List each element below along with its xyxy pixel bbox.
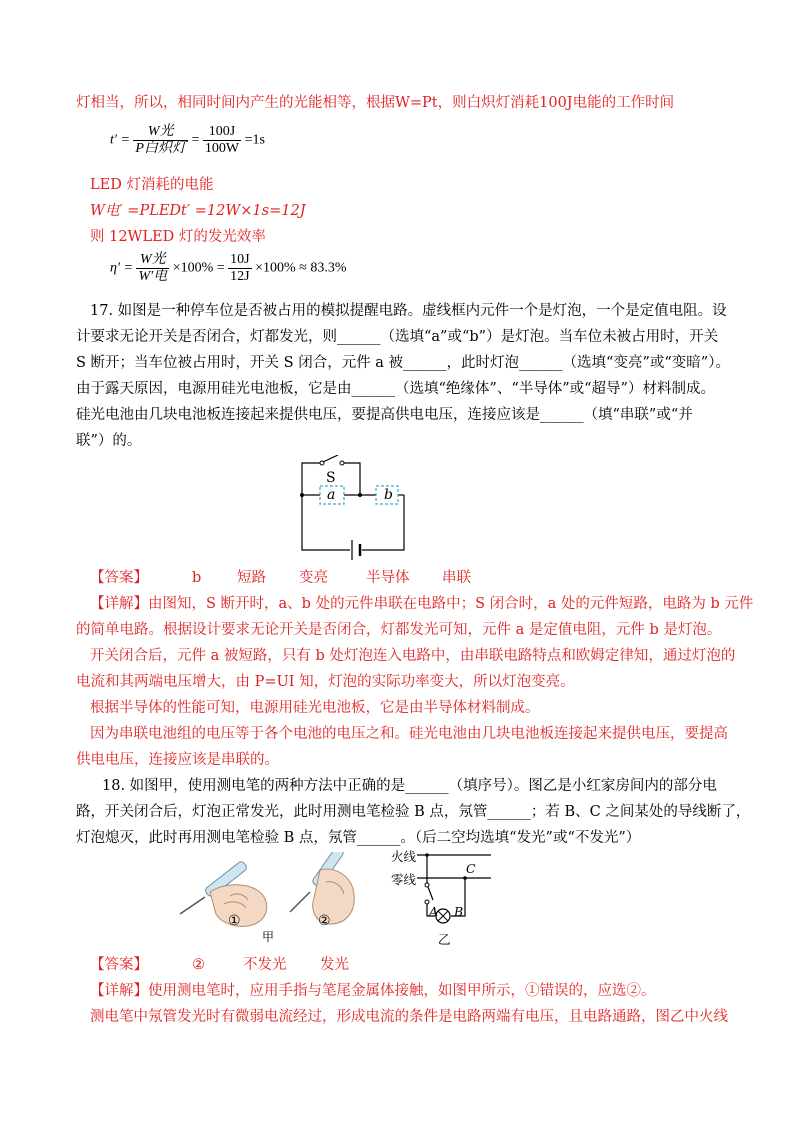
point-a-label: A: [429, 904, 439, 919]
fraction-denominator: W′电: [138, 269, 168, 284]
neutral-wire-label: 零线: [391, 872, 417, 887]
answer-label: 【答案】: [90, 957, 148, 973]
fraction: [136, 252, 169, 285]
parking-circuit-diagram: [290, 455, 420, 565]
answer-item: 不发光: [243, 957, 287, 973]
switch-label: S: [326, 470, 336, 486]
fraction-numerator: W光: [136, 252, 169, 269]
q17-detail-line: 供电电压，连接应该是串联的。: [76, 752, 279, 768]
fraction-numerator: W光: [133, 124, 188, 141]
q17-detail-line: 电流和其两端电压增大，由 P=UI 知，灯泡的实际功率变大，所以灯泡变亮。: [76, 674, 575, 690]
q16-text-line: 灯相当，所以，相同时间内产生的光能相等，根据W=Pt，则白炽灯消耗100J电能的工作时间: [76, 95, 675, 111]
box-b-label: b: [384, 487, 393, 503]
point-b-label: B: [454, 904, 464, 919]
answer-item: 短路: [237, 570, 266, 586]
formula-result: ×100% ≈ 83.3%: [255, 260, 347, 276]
q17-answer-row: [90, 568, 510, 588]
q17-question-line: 由于露天原因，电源用硅光电池板，它是由______（选填“绝缘体”、“半导体”或“超导”）材料制成。: [76, 381, 715, 397]
q18-answer-row: [90, 955, 390, 975]
q17-detail-line: 开关闭合后，元件 a 被短路，只有 b 处灯泡连入电路中，由串联电路特点和欧姆定律知，通过灯泡的: [90, 648, 736, 664]
answer-item: 半导体: [366, 570, 410, 586]
fraction: [228, 252, 251, 285]
formula-time: t′ = $\frac{\text{W光}}{\text{P白炽灯}}$ = $\frac{100J}{100W}$ =1s: [110, 124, 265, 156]
q18-question-line: 18. 如图甲，使用测电笔的两种方法中正确的是______（填序号）。图乙是小红家房间内的部分电: [102, 778, 717, 794]
test-pen-1: [180, 860, 267, 926]
answer-label: 【答案】: [90, 570, 148, 586]
figure-caption-yi: 乙: [438, 932, 451, 947]
fraction: [133, 124, 188, 157]
fraction-numerator: 100J: [203, 124, 241, 141]
formula-result: =1s: [244, 132, 265, 148]
q17-question-line: 计要求无论开关是否闭合，灯都发光，则______（选填“a”或“b”）是灯泡。当车位未被占用时，开关: [76, 329, 719, 345]
formula-lhs: η′ =: [110, 260, 133, 276]
q18-detail-line: 【详解】使用测电笔时，应用手指与笔尾金属体接触，如图甲所示，①错误的，应选②。: [90, 983, 656, 999]
formula-lhs: t′ =: [110, 132, 130, 148]
q18-detail-line: 测电笔中氖管发光时有微弱电流经过，形成电流的条件是电路两端有电压，且电路通路，图乙中火线: [90, 1009, 728, 1025]
figure-caption-jia: 甲: [262, 930, 275, 944]
formula-mid: ×100% =: [172, 260, 225, 276]
q16-text-line: 则 12WLED 灯的发光效率: [90, 229, 266, 245]
fraction: [203, 124, 241, 157]
q18-question-line: 灯泡熄灭，此时再用测电笔检验 B 点，氖管______。（后二空均选填“发光”或“不发光”）: [76, 830, 641, 846]
pen-label-1: ①: [228, 913, 241, 929]
answer-item: 变亮: [299, 570, 328, 586]
answer-item: b: [192, 570, 202, 586]
answer-item: 发光: [320, 957, 349, 973]
live-wire-label: 火线: [391, 849, 417, 864]
answer-item: 串联: [442, 570, 471, 586]
q17-detail-line: 【详解】由图知，S 断开时，a、b 处的元件串联在电路中；S 闭合时，a 处的元件短路，电路为 b 元件: [90, 596, 754, 612]
q16-text-line: LED 灯消耗的电能: [90, 177, 214, 193]
q17-question-line: 联”）的。: [76, 433, 142, 449]
fraction-denominator: P白炽灯: [135, 141, 186, 156]
pen-label-2: ②: [318, 913, 331, 929]
box-a-label: a: [327, 487, 336, 503]
fraction-denominator: 100W: [204, 141, 240, 156]
q17-question-line: 17. 如图是一种停车位是否被占用的模拟提醒电路。虚线框内元件一个是灯泡，一个是定值电阻。设: [90, 303, 727, 319]
fraction-numerator: 10J: [230, 252, 250, 267]
q17-detail-line: 因为串联电池组的电压等于各个电池的电压之和。硅光电池由几块电池板连接起来提供电压，要提高: [90, 726, 728, 742]
q17-question-line: 硅光电池由几块电池板连接起来提供电压，要提高供电电压，连接应该是______（填“串联”或“并: [76, 407, 693, 423]
formula-efficiency: [110, 252, 347, 285]
q16-text-line: W电′ =PLEDt′ =12W×1s=12J: [90, 203, 306, 219]
point-c-label: C: [466, 861, 476, 876]
answer-item: ②: [192, 957, 205, 973]
q18-question-line: 路，开关闭合后，灯泡正常发光，此时用测电笔检验 B 点，氖管______；若 B、C 之间某处的导线断了，: [76, 804, 751, 820]
q17-detail-line: 的简单电路。根据设计要求无论开关是否闭合，灯都发光可知，元件 a 是定值电阻，元件 b 是灯泡。: [76, 622, 722, 638]
fraction-denominator: 12J: [230, 269, 250, 284]
q17-detail-line: 根据半导体的性能可知，电源用硅光电池板，它是由半导体材料制成。: [90, 700, 540, 716]
q17-question-line: S 断开；当车位被占用时，开关 S 闭合，元件 a 被______，此时灯泡______（选填“变亮”或“变暗”）。: [76, 355, 730, 371]
